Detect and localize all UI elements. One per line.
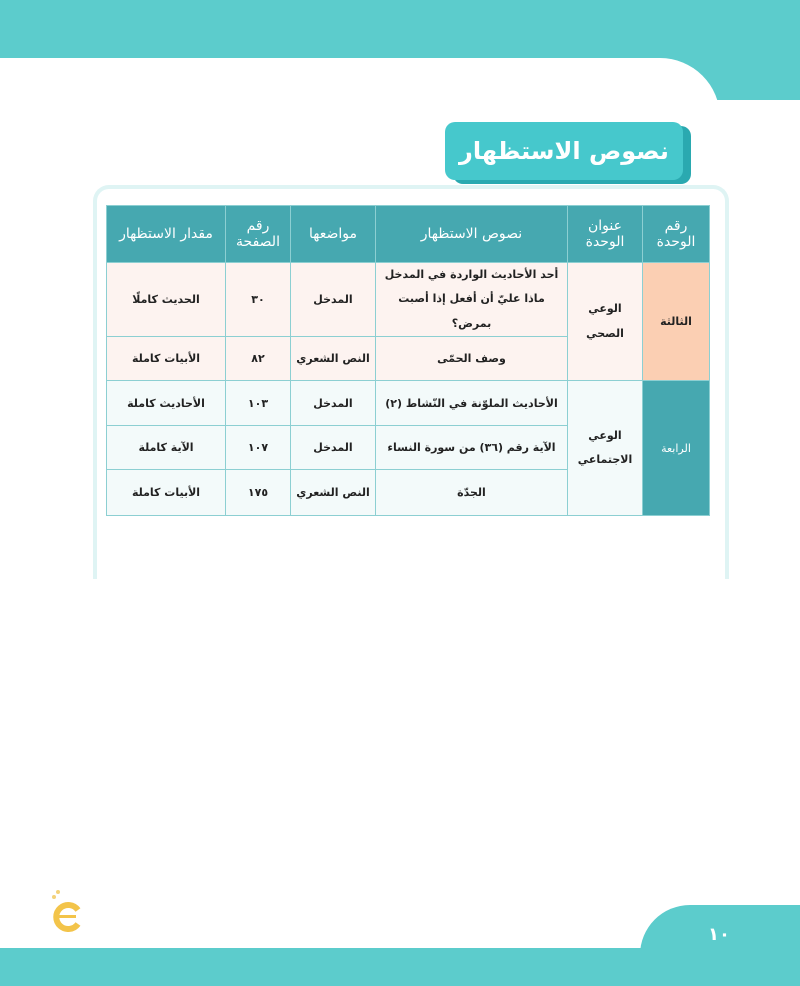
page-number: ١٠ — [708, 924, 730, 945]
section-title: نصوص الاستظهار — [445, 122, 683, 180]
publisher-logo-icon — [48, 888, 82, 932]
memorization-table — [106, 205, 710, 516]
amount: الحديث كاملًا — [107, 263, 226, 337]
header-location: مواضعها — [291, 206, 376, 263]
location: المدخل — [291, 381, 376, 426]
header-texts: نصوص الاستظهار — [376, 206, 568, 263]
unit-number: الرابعة — [643, 381, 710, 516]
page-ref: ١٧٥ — [226, 470, 291, 516]
location: المدخل — [291, 263, 376, 337]
header-amount: مقدار الاستظهار — [107, 206, 226, 263]
location: النص الشعري — [291, 337, 376, 381]
memorization-text: أحد الأحاديث الواردة في المدخل ماذا عليّ أن أفعل إذا أصبت بمرض؟ — [376, 263, 568, 337]
page-ref: ١٠٣ — [226, 381, 291, 426]
page-ref: ٣٠ — [226, 263, 291, 337]
header-unit-title: عنوان الوحدة — [568, 206, 643, 263]
page-ref: ٨٢ — [226, 337, 291, 381]
page-ref: ١٠٧ — [226, 426, 291, 470]
memorization-text: وصف الحمّى — [376, 337, 568, 381]
unit-title: الوعي الصحي — [568, 263, 643, 381]
table-row — [107, 381, 710, 426]
unit-title: الوعي الاجتماعي — [568, 381, 643, 516]
location: المدخل — [291, 426, 376, 470]
header-unit-number: رقم الوحدة — [643, 206, 710, 263]
amount: الأحاديث كاملة — [107, 381, 226, 426]
amount: الأبيات كاملة — [107, 337, 226, 381]
amount: الأبيات كاملة — [107, 470, 226, 516]
memorization-text: الآية رقم (٣٦) من سورة النساء — [376, 426, 568, 470]
header-page: رقم الصفحة — [226, 206, 291, 263]
amount: الآية كاملة — [107, 426, 226, 470]
unit-number: الثالثة — [643, 263, 710, 381]
table-row — [107, 263, 710, 337]
table-header-row — [107, 206, 710, 263]
memorization-text: الجدّة — [376, 470, 568, 516]
memorization-text: الأحاديث الملوّنة في النّشاط (٢) — [376, 381, 568, 426]
location: النص الشعري — [291, 470, 376, 516]
